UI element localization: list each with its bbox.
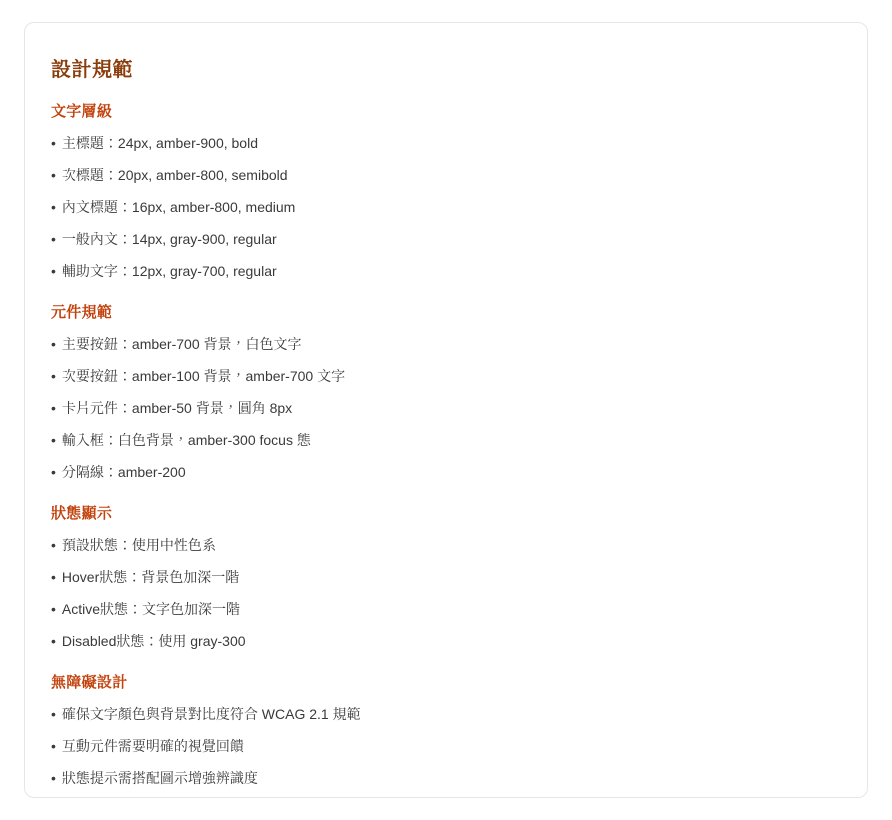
list-item [51, 730, 841, 762]
bullet-icon: • [51, 569, 56, 585]
list-item [51, 191, 841, 223]
section-heading: 狀態顯示 [51, 505, 113, 522]
bullet-icon: • [51, 770, 56, 786]
list-item [51, 255, 841, 287]
list-item [51, 159, 841, 191]
page-title: 設計規範 [51, 59, 133, 81]
list-item-label: 分隔線：amber-200 [61, 464, 186, 480]
bullet-list [51, 698, 841, 794]
list-item-label: 預設狀態：使用中性色系 [61, 537, 216, 553]
list-item [51, 625, 841, 657]
list-item [51, 593, 841, 625]
bullet-icon: • [51, 601, 56, 617]
spec-card [24, 22, 868, 798]
section-heading: 文字層級 [51, 103, 113, 120]
list-item-label: Active狀態：文字色加深一階 [61, 601, 241, 617]
section-components [51, 301, 841, 488]
list-item-label: 狀態提示需搭配圖示增強辨識度 [61, 770, 258, 786]
list-item-label: 主要按鈕：amber-700 背景，白色文字 [61, 336, 302, 352]
bullet-icon: • [51, 336, 56, 352]
list-item [51, 223, 841, 255]
list-item [51, 424, 841, 456]
list-item-label: 次要按鈕：amber-100 背景，amber-700 文字 [61, 368, 346, 384]
bullet-icon: • [51, 432, 56, 448]
list-item [51, 392, 841, 424]
list-item-label: 輸入框：白色背景，amber-300 focus 態 [61, 432, 311, 448]
bullet-icon: • [51, 263, 56, 279]
bullet-list [51, 529, 841, 657]
list-item [51, 529, 841, 561]
list-item-label: Disabled狀態：使用 gray-300 [61, 633, 246, 649]
list-item [51, 561, 841, 593]
bullet-icon: • [51, 464, 56, 480]
list-item [51, 360, 841, 392]
list-item-label: 輔助文字：12px, gray-700, regular [61, 263, 277, 279]
bullet-icon: • [51, 199, 56, 215]
bullet-icon: • [51, 706, 56, 722]
bullet-list [51, 328, 841, 488]
list-item-label: 卡片元件：amber-50 背景，圓角 8px [61, 400, 293, 416]
list-item-label: 次標題：20px, amber-800, semibold [61, 167, 288, 183]
bullet-icon: • [51, 135, 56, 151]
section-heading: 元件規範 [51, 304, 113, 321]
list-item-label: 主標題：24px, amber-900, bold [61, 135, 258, 151]
bullet-icon: • [51, 167, 56, 183]
list-item [51, 328, 841, 360]
list-item [51, 127, 841, 159]
list-item-label: 內文標題：16px, amber-800, medium [61, 199, 296, 215]
list-item-label: Hover狀態：背景色加深一階 [61, 569, 240, 585]
bullet-icon: • [51, 368, 56, 384]
bullet-icon: • [51, 231, 56, 247]
section-heading: 無障礙設計 [51, 674, 128, 691]
list-item [51, 762, 841, 794]
bullet-icon: • [51, 633, 56, 649]
list-item-label: 一般內文：14px, gray-900, regular [61, 231, 277, 247]
list-item [51, 456, 841, 488]
bullet-icon: • [51, 400, 56, 416]
section-accessibility [51, 671, 841, 794]
list-item-label: 確保文字顏色與背景對比度符合 WCAG 2.1 規範 [61, 706, 361, 722]
section-states [51, 502, 841, 657]
bullet-icon: • [51, 537, 56, 553]
list-item-label: 互動元件需要明確的視覺回饋 [61, 738, 244, 754]
bullet-icon: • [51, 738, 56, 754]
list-item [51, 698, 841, 730]
section-typography [51, 100, 841, 287]
bullet-list [51, 127, 841, 287]
